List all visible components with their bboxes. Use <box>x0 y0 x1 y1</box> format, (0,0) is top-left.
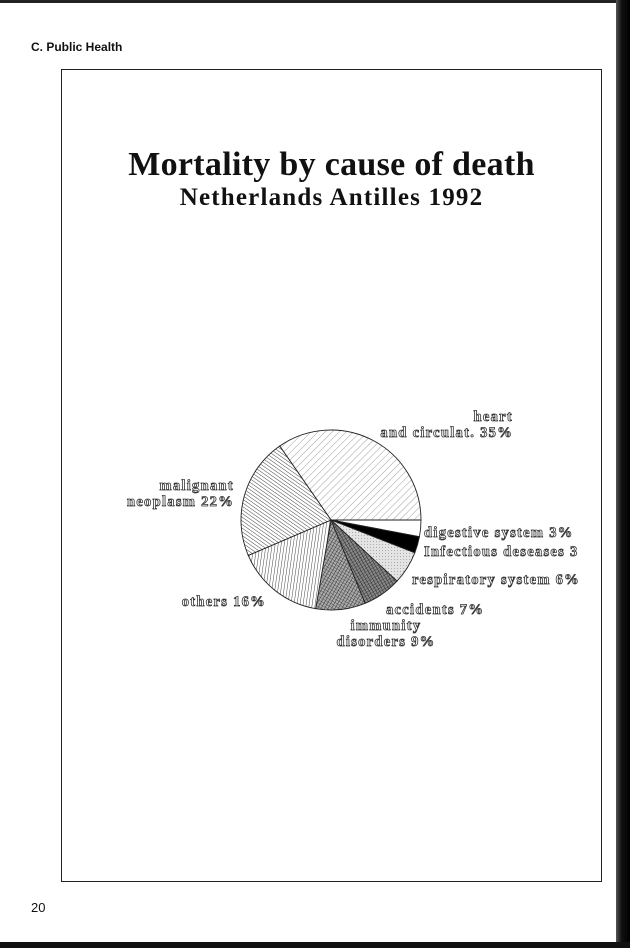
page-number: 20 <box>31 900 46 915</box>
section-header: C. Public Health <box>31 40 123 54</box>
slice-label: Infectious deseases 3 <box>424 544 579 560</box>
slice-label: digestive system 3% <box>424 525 574 541</box>
chart-title: Mortality by cause of death <box>128 146 535 183</box>
slice-label: neoplasm 22% <box>126 494 234 510</box>
slice-label: immunity <box>350 618 422 634</box>
slice-label: disorders 9% <box>336 634 436 650</box>
chart-subtitle: Netherlands Antilles 1992 <box>179 184 484 211</box>
slice-label: and circulat. 35% <box>380 425 513 441</box>
slice-label: accidents 7% <box>386 602 485 618</box>
slice-label: heart <box>473 409 513 425</box>
slice-label: respiratory system 6% <box>412 572 580 588</box>
slice-label: others 16% <box>181 594 266 610</box>
slice-label: malignant <box>159 478 234 494</box>
